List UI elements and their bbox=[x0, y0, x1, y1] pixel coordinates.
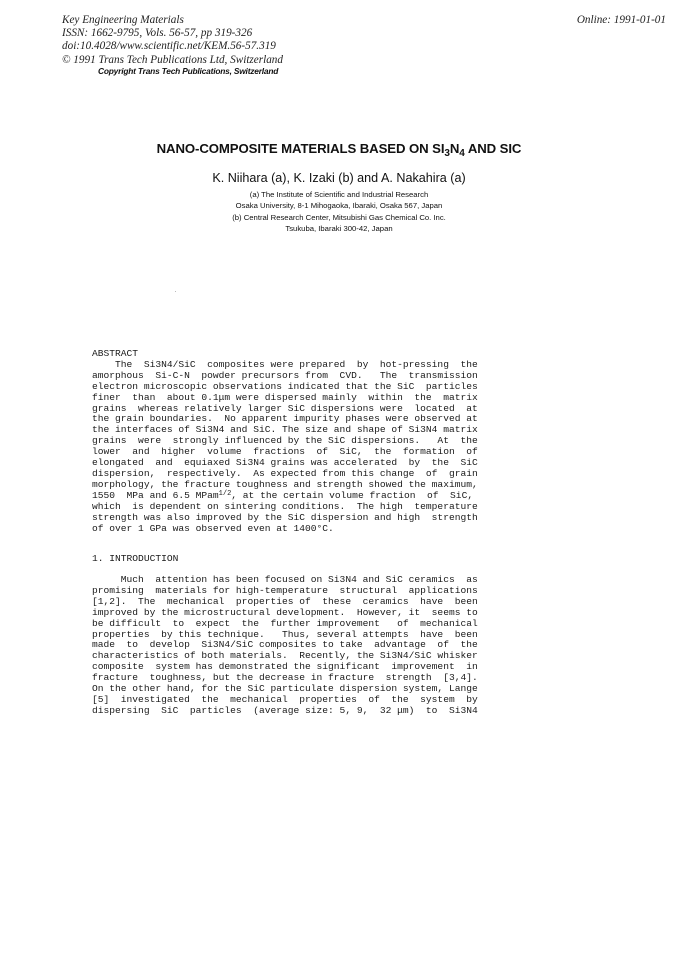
introduction-line: characteristics of both materials. Recently, the Si3N4/SiC whisker bbox=[92, 650, 478, 662]
introduction-line: [1,2]. The mechanical properties of these ceramics have been bbox=[92, 595, 478, 607]
abstract-body bbox=[92, 360, 537, 535]
abstract-line: of over 1 GPa was observed even at 1400°C. bbox=[92, 522, 334, 534]
title-subscript: 3 bbox=[444, 148, 450, 159]
introduction-line: promising materials for high-temperature structural applications bbox=[92, 584, 478, 596]
introduction-line: properties by this technique. Thus, several attempts have been bbox=[92, 628, 478, 640]
affiliations bbox=[0, 189, 678, 234]
abstract-line: grains were strongly influenced by the SiC dispersions. At the bbox=[92, 435, 478, 447]
abstract-line: dispersion, respectively. As expected from this change of grain bbox=[92, 467, 478, 479]
introduction-section bbox=[92, 575, 537, 717]
introduction-line: Much attention has been focused on Si3N4 and SiC ceramics as bbox=[92, 574, 478, 585]
affiliation-line: Tsukuba, Ibaraki 300-42, Japan bbox=[285, 223, 393, 233]
title-part: N bbox=[449, 141, 460, 156]
title-part: AND SIC bbox=[464, 141, 522, 156]
introduction-line: composite system has demonstrated the significant improvement in bbox=[92, 661, 478, 673]
copyright-line: © 1991 Trans Tech Publications Ltd, Switzerland bbox=[62, 53, 283, 66]
affiliation-line: (b) Central Research Center, Mitsubishi Gas Chemical Co. Inc. bbox=[232, 212, 446, 222]
title-subscript: 4 bbox=[459, 148, 465, 159]
introduction-line: dispersing SiC particles (average size: 5, 9, 32 μm) to Si3N4 bbox=[92, 704, 478, 716]
title-part: NANO-COMPOSITE MATERIALS BASED ON SI bbox=[156, 141, 445, 156]
publication-metadata bbox=[62, 14, 283, 67]
copyright-stamp: Copyright Trans Tech Publications, Switzerland bbox=[98, 66, 279, 76]
abstract-line: The Si3N4/SiC composites were prepared by hot-pressing the bbox=[92, 358, 478, 370]
issn-line: ISSN: 1662-9795, Vols. 56-57, pp 319-326 bbox=[62, 27, 253, 40]
online-date: Online: 1991-01-01 bbox=[576, 14, 666, 26]
affiliation-line: Osaka University, 8-1 Mihogaoka, Ibaraki, Osaka 567, Japan bbox=[235, 201, 443, 211]
abstract-line: grains whereas relatively larger SiC dispersions were located at bbox=[92, 402, 478, 414]
abstract-line: 1550 MPa and 6.5 MPam$^{1/2}$, at the certain volume fraction of SiC, bbox=[92, 489, 474, 501]
abstract-section bbox=[92, 349, 537, 534]
abstract-line: morphology, the fracture toughness and strength showed the maximum, bbox=[92, 478, 478, 490]
introduction-line: made to develop Si3N4/SiC composites to take advantage of the bbox=[92, 639, 478, 651]
abstract-line: elongated and equiaxed Si3N4 grains was accelerated by the SiC bbox=[92, 457, 478, 469]
introduction-body bbox=[92, 575, 537, 717]
introduction-line: fracture toughness, but the decrease in fracture strength [3,4]. bbox=[92, 672, 478, 684]
introduction-heading: 1. INTRODUCTION bbox=[92, 553, 179, 564]
abstract-line: amorphous Si-C-N powder precursors from CVD. The transmission bbox=[92, 369, 478, 381]
abstract-line: lower and higher volume fractions of SiC, the formation of bbox=[92, 446, 478, 458]
introduction-line: On the other hand, for the SiC particulate dispersion system, Lange bbox=[92, 683, 478, 695]
introduction-line: improved by the microstructural development. However, it seems to bbox=[92, 606, 478, 618]
abstract-line: the interfaces of Si3N4 and SiC. The size and shape of Si3N4 matrix bbox=[92, 424, 478, 436]
journal-name: Key Engineering Materials bbox=[62, 14, 184, 26]
abstract-line: strength was also improved by the SiC dispersion and high strength bbox=[92, 511, 478, 523]
paper-title bbox=[0, 141, 678, 159]
abstract-line: the grain boundaries. No apparent impurity phases were observed at bbox=[92, 413, 478, 425]
doi-line: doi:10.4028/www.scientific.net/KEM.56-57.319 bbox=[62, 40, 276, 53]
introduction-line: be difficult to expect the further improvement of mechanical bbox=[92, 617, 478, 629]
abstract-heading: ABSTRACT bbox=[92, 348, 139, 359]
scan-speck bbox=[175, 291, 176, 292]
affiliation-line: (a) The Institute of Scientific and Industrial Research bbox=[249, 190, 429, 199]
abstract-line: electron microscopic observations indicated that the SiC particles bbox=[92, 380, 478, 392]
introduction-line: [5] investigated the mechanical properties of the system by bbox=[92, 693, 478, 705]
abstract-line: finer than about 0.1μm were dispersed mainly within the matrix bbox=[92, 391, 478, 403]
author-list: K. Niihara (a), K. Izaki (b) and A. Nakahira (a) bbox=[212, 171, 466, 185]
abstract-line: which is dependent on sintering conditions. The high temperature bbox=[92, 500, 478, 512]
